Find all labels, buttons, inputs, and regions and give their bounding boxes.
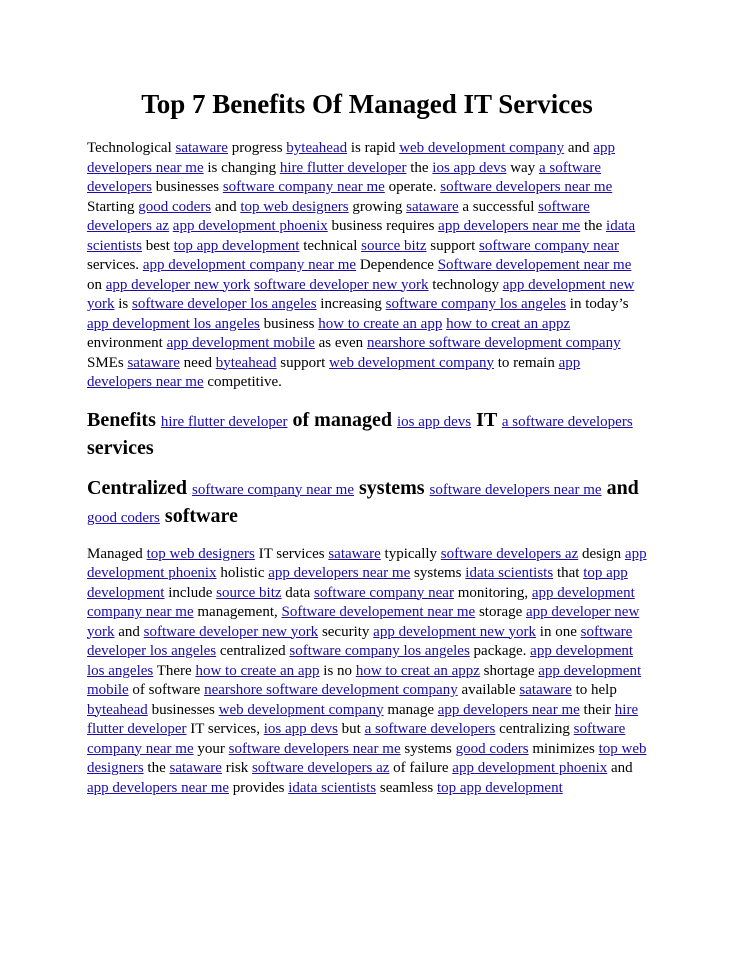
text-run: management, [193, 604, 282, 620]
text-run: of failure [389, 760, 453, 776]
text-run: Technological [87, 140, 176, 156]
inline-link[interactable]: app developers near me [87, 779, 230, 796]
text-run: package. [469, 643, 531, 659]
inline-link[interactable]: how to creat an appz [355, 662, 480, 679]
text-run: available [457, 682, 520, 698]
inline-link[interactable]: software developer los angeles [132, 296, 317, 312]
inline-link[interactable]: top web designers [146, 545, 255, 562]
inline-link[interactable]: web development company [399, 140, 565, 156]
inline-link[interactable]: sataware [127, 354, 180, 371]
text-run: software [159, 504, 238, 527]
inline-link[interactable]: app developer new york [105, 276, 251, 293]
inline-link[interactable]: byteahead [87, 701, 148, 718]
text-run: is no [319, 662, 356, 679]
inline-link[interactable]: ios app devs [263, 721, 338, 737]
text-run: There [153, 662, 196, 679]
inline-link[interactable]: Software developement near me [437, 257, 632, 273]
text-run: your [193, 740, 229, 757]
text-run: support [426, 237, 480, 254]
inline-link[interactable]: software developers az [87, 198, 590, 234]
text-run: way [506, 159, 539, 176]
inline-link[interactable]: app development phoenix [172, 218, 328, 234]
text-run: Benefits [87, 408, 161, 431]
inline-link[interactable]: top app development [173, 237, 300, 254]
text-run: data [281, 584, 315, 601]
inline-link[interactable]: hire flutter developer [87, 701, 639, 737]
text-run: their [579, 701, 615, 718]
inline-link[interactable]: good coders [87, 509, 160, 526]
text-run: businesses [147, 701, 219, 718]
text-run: the [580, 218, 607, 234]
paragraph-intro [87, 139, 647, 393]
text-run: systems [354, 476, 430, 499]
document-page [87, 88, 647, 798]
inline-link[interactable]: ios app devs [396, 413, 472, 430]
text-run: as even [314, 335, 367, 351]
text-run: of managed [287, 408, 397, 431]
inline-link[interactable]: software company near me [222, 179, 385, 195]
inline-link[interactable]: ios app devs [432, 159, 507, 176]
text-run: operate. [384, 179, 441, 195]
inline-link[interactable]: software company near [479, 237, 619, 254]
inline-link[interactable]: app development company near me [142, 257, 357, 273]
inline-link[interactable]: sataware [519, 682, 572, 698]
inline-link[interactable]: how to creat an appz [446, 315, 571, 332]
text-run: provides [229, 779, 289, 796]
text-run: seamless [376, 779, 437, 796]
text-run: the [143, 760, 170, 776]
inline-link[interactable]: nearshore software development company [204, 682, 458, 698]
text-run: business requires [327, 218, 439, 234]
inline-link[interactable]: software developers near me [440, 179, 613, 195]
heading-benefits [87, 407, 647, 461]
inline-link[interactable]: good coders [138, 198, 212, 215]
inline-link[interactable]: app development los angeles [87, 315, 260, 332]
text-run: businesses [151, 179, 223, 195]
text-run: manage [383, 701, 438, 718]
text-run: storage [475, 604, 527, 620]
inline-link[interactable]: sataware [169, 760, 222, 776]
text-run: is changing [203, 159, 280, 176]
text-run: Centralized [87, 476, 192, 499]
text-run: Managed [87, 545, 147, 562]
inline-link[interactable]: nearshore software development company [366, 335, 621, 351]
text-run: need [179, 354, 216, 371]
text-run: typically [380, 545, 441, 562]
inline-link[interactable]: top web designers [240, 198, 349, 215]
text-run: increasing [316, 296, 386, 312]
inline-link[interactable]: app developer new york [87, 604, 640, 640]
text-run: IT [471, 408, 502, 431]
inline-link[interactable]: software developers az [440, 545, 579, 562]
inline-link[interactable]: software developer new york [143, 623, 319, 640]
text-run: centralized [216, 643, 290, 659]
inline-link[interactable]: app development phoenix [452, 760, 608, 776]
inline-link[interactable]: top app development [87, 565, 628, 601]
text-run: in one [536, 623, 581, 640]
text-run: IT services [254, 545, 329, 562]
text-run: include [164, 584, 217, 601]
text-run: competitive. [203, 374, 282, 390]
page-title: Top 7 Benefits Of Managed IT Services [141, 89, 593, 119]
text-run: technical [299, 237, 362, 254]
inline-link[interactable]: app developers near me [87, 354, 581, 390]
text-run: services [87, 436, 154, 459]
inline-link[interactable]: software developer new york [254, 276, 429, 293]
text-run: is [114, 296, 133, 312]
heading-centralized [87, 475, 647, 531]
text-run: SMEs [87, 354, 128, 371]
text-run: support [276, 354, 330, 371]
text-run: design [578, 545, 625, 562]
inline-link[interactable]: idata scientists [465, 565, 554, 581]
inline-link[interactable]: app development mobile [87, 662, 642, 698]
text-run: progress [227, 140, 287, 156]
text-run: to help [571, 682, 617, 698]
inline-link[interactable]: how to create an app [318, 315, 443, 332]
text-run: technology [428, 276, 503, 293]
inline-link[interactable]: how to create an app [195, 662, 320, 679]
inline-link[interactable]: sataware [175, 140, 228, 156]
text-run: risk [221, 760, 252, 776]
text-run: services. [87, 257, 143, 273]
inline-link[interactable]: idata scientists [288, 779, 377, 796]
inline-link[interactable]: source bitz [216, 584, 282, 601]
text-run: in today’s [566, 296, 629, 312]
text-run: systems [410, 565, 466, 581]
text-run: Dependence [356, 257, 438, 273]
text-run: holistic [216, 565, 269, 581]
text-run: and [607, 760, 633, 776]
inline-link[interactable]: software developer los angeles [87, 623, 633, 659]
paragraph-managed [87, 545, 647, 799]
inline-link[interactable]: software company near [314, 584, 454, 601]
inline-link[interactable]: software developers near me [228, 740, 401, 757]
text-run: minimizes [528, 740, 599, 757]
inline-link[interactable]: hire flutter developer [279, 159, 407, 176]
inline-link[interactable]: app developers near me [268, 565, 411, 581]
inline-link[interactable]: top web designers [87, 740, 647, 776]
text-run: and [601, 476, 639, 499]
inline-link[interactable]: software company los angeles [289, 643, 470, 659]
text-run: shortage [479, 662, 539, 679]
inline-link[interactable]: app development phoenix [87, 545, 647, 581]
inline-link[interactable]: app developers near me [87, 140, 615, 176]
text-run: to remain [494, 354, 559, 371]
inline-link[interactable]: web development company [329, 354, 494, 371]
inline-link[interactable]: app development mobile [166, 335, 315, 351]
text-run: business [259, 315, 319, 332]
inline-link[interactable]: hire flutter developer [160, 413, 288, 430]
inline-link[interactable]: web development company [218, 701, 384, 718]
text-run: environment [87, 335, 167, 351]
text-run: of software [128, 682, 205, 698]
text-run: security [318, 623, 374, 640]
inline-link[interactable]: software developers near me [429, 481, 602, 498]
text-run: monitoring, [453, 584, 532, 601]
text-run: best [142, 237, 174, 254]
inline-link[interactable]: software company near me [191, 481, 354, 498]
inline-link[interactable]: a software developers [364, 721, 496, 737]
inline-link[interactable]: idata scientists [87, 218, 636, 254]
inline-link[interactable]: source bitz [361, 237, 427, 254]
text-run: but [337, 721, 365, 737]
inline-link[interactable]: a software developers [87, 159, 602, 195]
inline-link[interactable]: software developers az [251, 760, 390, 776]
inline-link[interactable]: Software developement near me [281, 604, 476, 620]
text-run: is rapid [347, 140, 400, 156]
inline-link[interactable]: byteahead [286, 140, 348, 156]
inline-link[interactable]: top app development [436, 779, 563, 796]
inline-link[interactable]: app development los angeles [87, 643, 634, 679]
inline-link[interactable]: app development new york [87, 276, 635, 312]
text-run: systems [400, 740, 456, 757]
inline-link[interactable]: good coders [455, 740, 529, 757]
inline-link[interactable]: sataware [406, 198, 459, 215]
text-run: and [564, 140, 594, 156]
inline-link[interactable]: a software developers [501, 413, 633, 430]
inline-link[interactable]: software company near me [87, 721, 626, 757]
text-run: that [553, 565, 584, 581]
text-run: Starting [87, 198, 139, 215]
text-run: a successful [458, 198, 539, 215]
inline-link[interactable]: byteahead [215, 354, 277, 371]
inline-link[interactable]: app development company near me [87, 584, 635, 620]
inline-link[interactable]: sataware [328, 545, 381, 562]
text-run: IT services, [186, 721, 264, 737]
text-run: the [406, 159, 433, 176]
text-run: and [114, 623, 144, 640]
inline-link[interactable]: app developers near me [437, 701, 580, 718]
text-run: on [87, 276, 106, 293]
inline-link[interactable]: app development new york [373, 623, 537, 640]
inline-link[interactable]: software company los angeles [385, 296, 567, 312]
text-run: centralizing [495, 721, 574, 737]
text-run: and [211, 198, 241, 215]
text-run: growing [348, 198, 407, 215]
inline-link[interactable]: app developers near me [438, 218, 581, 234]
